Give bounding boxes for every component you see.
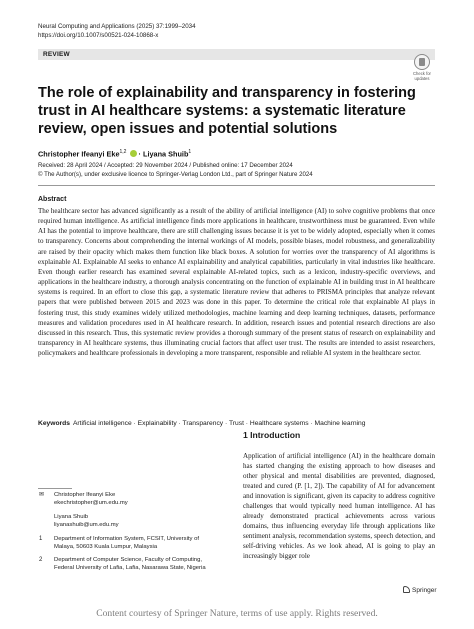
footnote-divider: [38, 488, 72, 489]
affiliation-marker: 2: [39, 557, 43, 563]
author-name[interactable]: Liyana Shuib: [143, 149, 189, 159]
affiliation-line: Malaya, 50603 Kuala Lumpur, Malaysia: [54, 544, 158, 550]
publisher-name: Springer: [412, 587, 437, 594]
check-for-updates-badge[interactable]: [408, 54, 436, 81]
coauthor-name: Liyana Shuib: [54, 514, 89, 520]
journal-citation: Neural Computing and Applications (2025) 37:1999–2034: [38, 23, 196, 30]
keywords-list: Artificial intelligence · Explainability · Transparency · Trust · Healthcare systems · Machine learning: [72, 420, 366, 427]
author-affiliation-marker: 1,2: [119, 149, 127, 155]
abstract-heading: Abstract: [38, 196, 67, 203]
doi-link[interactable]: https://doi.org/10.1007/s00521-024-10868-x: [38, 32, 159, 39]
section-label: REVIEW: [43, 50, 70, 58]
coauthor-email[interactable]: liyanashuib@um.edu.my: [54, 522, 119, 528]
copyright-footer: Content courtesy of Springer Nature, terms of use apply. Rights reserved.: [96, 608, 378, 619]
section-label-bar: [38, 49, 435, 60]
publisher-logo: [403, 586, 437, 594]
affiliation-footnote: [38, 556, 206, 572]
check-updates-icon: [414, 54, 430, 70]
affiliation-footnote: [38, 535, 199, 551]
copyright-notice: © The Author(s), under exclusive licence to Springer-Verlag London Ltd., part of Springer Nature 2024: [38, 170, 313, 178]
check-updates-label: Check for updates: [413, 71, 431, 81]
introduction-text: Application of artificial intelligence (AI) in the healthcare domain has started changing the existing approach to how diseases and other physical and mental disabilities are prevented, diagnosed, treated and cured (P. [1, 2]). The capability of AI for advancement and innovation is significant, given its capacity to address cognitive challenges that would typically need human intelligence. AI has already demonstrated practical achievements across various domains, thus influencing everyday life through applications like sentiment analysis, recommendation systems, speech detection, and self-driving vehicles. As we look ahead, AI is going to play an increasingly bigger role: [243, 452, 435, 561]
keywords-line: [38, 420, 435, 427]
author-separator: ·: [138, 149, 141, 159]
orcid-icon[interactable]: [130, 150, 137, 157]
corresponding-author-name: Christopher Ifeanyi Eke: [54, 492, 116, 498]
author-line: [38, 149, 191, 158]
history-dates: Received: 28 April 2024 / Accepted: 29 November 2024 / Published online: 17 December 2024: [38, 162, 293, 169]
affiliation-line: Department of Information System, FCSIT, University of: [54, 536, 200, 542]
article-title: The role of explainability and transparency in fostering trust in AI healthcare systems: a systematic literature review, open issues and potential solutions: [38, 85, 416, 137]
divider: [38, 185, 435, 186]
affiliation-line: Department of Computer Science, Faculty of Computing,: [54, 557, 202, 563]
envelope-icon: ✉: [39, 492, 45, 498]
springer-horse-icon: [403, 586, 410, 593]
affiliation-marker: 1: [39, 536, 43, 542]
abstract-text: The healthcare sector has advanced significantly as a result of the ability of artificial intelligence (AI) to solve cognitive problems that once required human intelligence. As artificial intelligence finds more applications in healthcare, trustworthiness must be guaranteed. Even while AI has the potential to improve healthcare, there are still challenging issues because it is yet to be widely adopted, especially when it comes to transparency. Concerns about comprehending the internal workings of AI models, possible biases, model robustness, and generalizability are raised by their opacity which makes them function like black boxes. A solution for worries over the transparency of AI algorithms is explainable AI. Explainable AI seeks to enhance AI explainability and analytical capabilities, particularly in vital industries like healthcare. Even though earlier research has examined several explainable AI-related topics, such as a lexicon, industry-specific overviews, and applications in the healthcare industry, a thorough analysis concentrating on the function of explainable AI in building trust in AI healthcare systems is required. In an effort to close this gap, a systematic literature review that adheres to PRISMA principles that analyze relevant papers that were published between 2015 and 2023 was done in this paper. To determine the critical role that explainable AI plays in fostering trust, this study examines widely utilized methodologies, machine learning and deep learning techniques, datasets, performance measures and validation procedures used in AI healthcare research. In addition, research issues and potential research directions are also discussed in this research. Thus, this systematic review provides a thorough summary of the present status of research on explainability and transparency in AI healthcare systems, thus illuminating crucial factors that affect user trust. The results are intended to assist researchers, policymakers and healthcare professionals in developing a more transparent, responsible and reliable AI system in the healthcare sector.: [38, 207, 435, 358]
author-name[interactable]: Christopher Ifeanyi Eke: [38, 149, 120, 159]
corresponding-author-footnote: [38, 491, 128, 529]
affiliation-line: Federal University of Lafia, Lafia, Nasarawa State, Nigeria: [54, 565, 206, 571]
publication-dates: [38, 162, 313, 179]
corresponding-author-email[interactable]: ekechristopher@um.edu.my: [54, 500, 128, 506]
journal-header: [38, 22, 196, 40]
introduction-heading: 1 Introduction: [243, 430, 301, 440]
author-affiliation-marker: 1: [188, 149, 192, 155]
keywords-label: Keywords: [38, 420, 70, 427]
